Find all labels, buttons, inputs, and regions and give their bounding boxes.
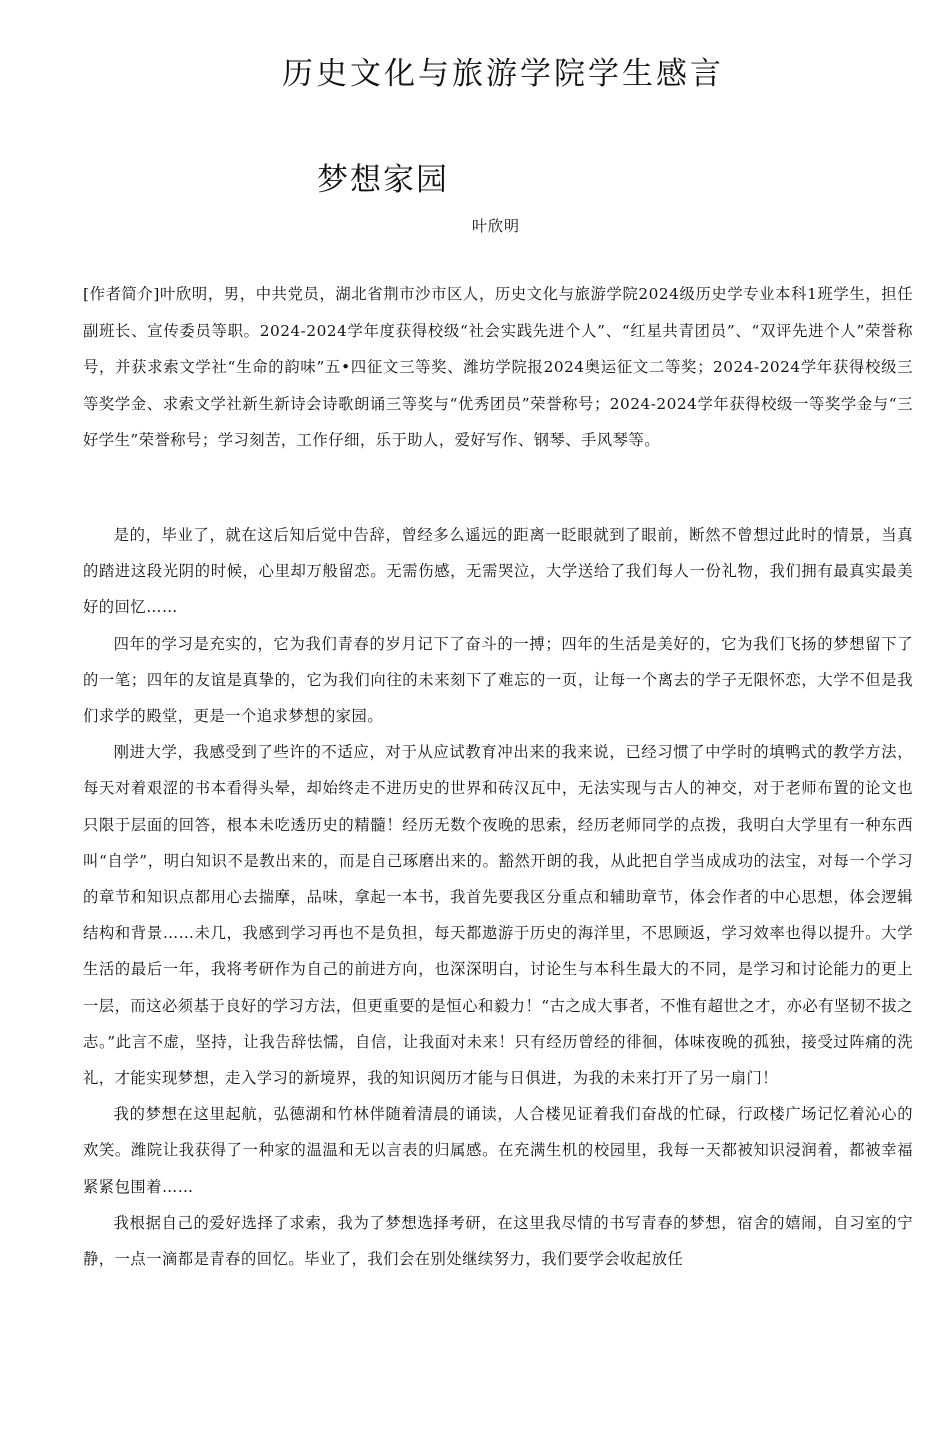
essay-paragraph: 我的梦想在这里起航，弘德湖和竹林伴随着清晨的诵读，人合楼见证着我们奋战的忙碌，行政楼广场记忆着沁心的欢笑。潍院让我获得了一种家的温温和无以言表的归属感。在充满生机的校园里，我每一天都被知识浸润着，都被幸福紧紧包围着……	[83, 1105, 913, 1196]
author-name: 叶欣明	[472, 217, 521, 235]
essay-title: 梦想家园	[317, 162, 449, 198]
page-title: 历史文化与旅游学院学生感言	[282, 56, 724, 92]
essay-body	[83, 517, 913, 1277]
essay-paragraph: 我根据自己的爱好选择了求索，我为了梦想选择考研，在这里我尽情的书写青春的梦想，宿舍的嬉闹，自习室的宁静，一点一滴都是青春的回忆。毕业了，我们会在别处继续努力，我们要学会收起放任	[83, 1213, 913, 1269]
essay-paragraph: 刚进大学，我感受到了些许的不适应，对于从应试教育冲出来的我来说，已经习惯了中学时的填鸭式的教学方法，每天对着艰涩的书本看得头晕，却始终走不进历史的世界和砖汉瓦中，无法实现与古人的神交，对于老师布置的论文也只限于层面的回答，根本未吃透历史的精髓！经历无数个夜晚的思索，经历老师同学的点拨，我明白大学里有一种东西叫“自学”，明白知识不是教出来的，而是自己琢磨出来的。豁然开朗的我，从此把自学当成成功的法宝，对每一个学习的章节和知识点都用心去揣摩，品味，拿起一本书，我首先要我区分重点和辅助章节，体会作者的中心思想，体会逻辑结构和背景……未几，我感到学习再也不是负担，每天都遨游于历史的海洋里，不思顾返，学习效率也得以提升。大学生活的最后一年，我将考研作为自己的前进方向，也深深明白，讨论生与本科生最大的不同，是学习和讨论能力的更上一层，而这必须基于良好的学习方法，但更重要的是恒心和毅力！“古之成大事者，不惟有超世之才，亦必有坚韧不拔之志。”此言不虚，坚持，让我告辞怯懦，自信，让我面对未来！只有经历曾经的徘徊，体味夜晚的孤独，接受过阵痛的洗礼，才能实现梦想，走入学习的新境界，我的知识阅历才能与日俱进，为我的未来打开了另一扇门！	[83, 743, 913, 1088]
essay-paragraph: 四年的学习是充实的，它为我们青春的岁月记下了奋斗的一搏；四年的生活是美好的，它为我们飞扬的梦想留下了的一笔；四年的友谊是真挚的，它为我们向往的未来刻下了难忘的一页，让每一个离去的学子无限怀恋，大学不但是我们求学的殿堂，更是一个追求梦想的家园。	[83, 634, 913, 726]
essay-paragraph: 是的，毕业了，就在这后知后觉中告辞，曾经多么遥远的距离一眨眼就到了眼前，断然不曾想过此时的情景，当真的踏进这段光阴的时候，心里却万般留恋。无需伤感，无需哭泣，大学送给了我们每人一份礼物，我们拥有最真实最美好的回忆……	[83, 526, 913, 617]
author-bio: [作者简介]叶欣明，男，中共党员，湖北省荆市沙市区人，历史文化与旅游学院2024级历史学专业本科1班学生，担任副班长、宣传委员等职。2024-2024学年度获得校级“社会实践先进个人”、“红星共青团员”、“双评先进个人”荣誉称号，并获求索文学社“生命的韵味”五•四征文三等奖、潍坊学院报2024奥运征文二等奖；2024-2024学年获得校级三等奖学金、求索文学社新生新诗会诗歌朗诵三等奖与“优秀团员”荣誉称号；2024-2024学年获得校级一等奖学金与“三好学生”荣誉称号；学习刻苦，工作仔细，乐于助人，爱好写作、钢琴、手风琴等。	[83, 285, 913, 450]
